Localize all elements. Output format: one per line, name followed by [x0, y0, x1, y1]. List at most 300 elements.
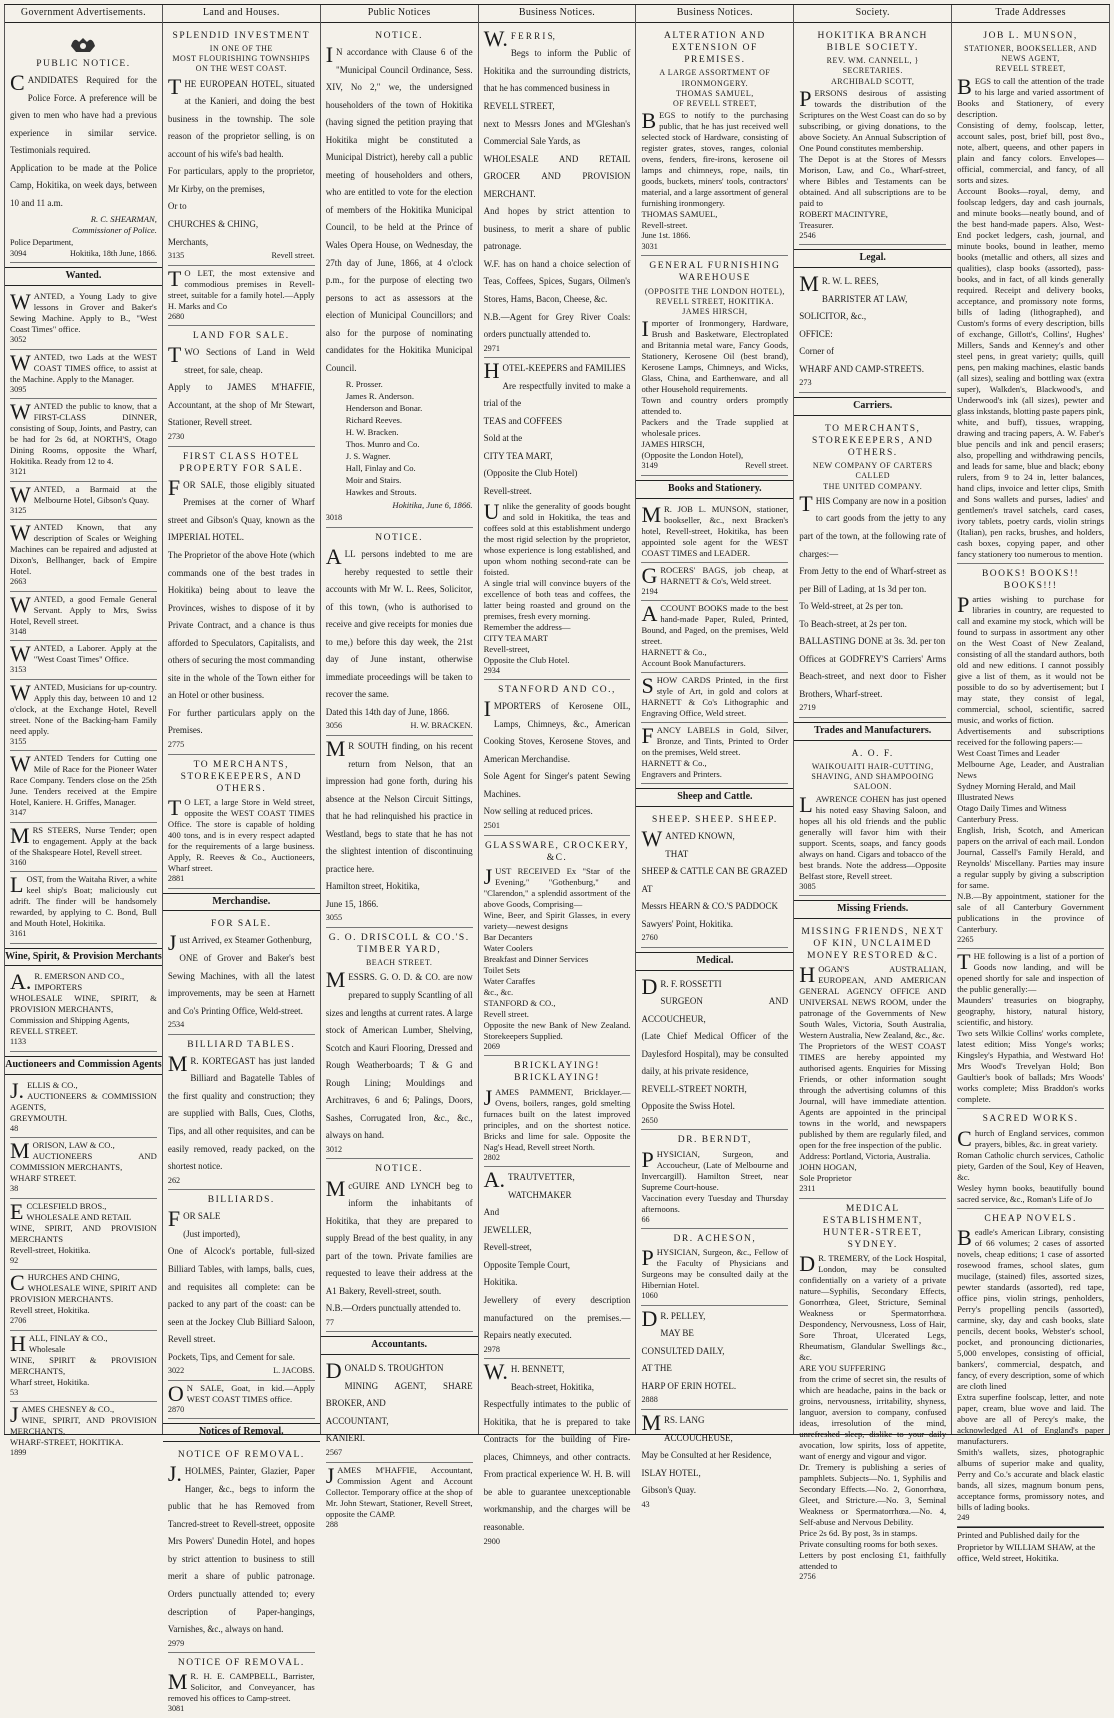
column-header: Public Notices — [321, 5, 478, 23]
ad-reference-number: 3135 — [167, 251, 185, 261]
column-header: Land and Houses. — [163, 5, 320, 23]
ad-reference-line — [641, 242, 788, 253]
ad-reference-number: 288 — [325, 1519, 338, 1529]
ad-body: MR SOUTH finding, on his recent return from Nelson, that an impression had gone forth, during his absence at the Nelson Circuit Sittings, that he had relinquished his practice in Westland, begs to state that he has not the slightest intention of discontinuing practice here. Hamilton street, Hokitika, June 15, 1866. — [325, 735, 473, 909]
advertisement — [10, 1138, 157, 1199]
column-header: Business Notices. — [479, 5, 636, 23]
ad-title: SHEEP. SHEEP. SHEEP. — [651, 814, 778, 825]
advertisement — [168, 914, 315, 1034]
ad-reference-number: 262 — [167, 1175, 181, 1185]
ad-body: CANDIDATES Required for the Police Force. A preference will be given to men who have had a previous experience in similar service. Testimonials required. Application to be made at the Police Camp, Hokitika, on week days, between 10 and 11 a.m. — [10, 69, 157, 208]
ad-reference-number: 3056 — [325, 721, 343, 731]
ad-reference-number: 2534 — [167, 1020, 185, 1030]
advertisement — [10, 482, 157, 521]
ad-subtitle: NEW COMPANY OF CARTERS CALLED THE UNITED COMPANY. — [812, 461, 933, 491]
ad-reference-line — [10, 249, 157, 260]
ad-title: BOOKS! BOOKS!! BOOKS!!! — [981, 568, 1080, 591]
ad-body: WANTED, a Laborer. Apply at the "West Coast Times" Office. — [10, 641, 157, 667]
ad-reference-number: 2870 — [167, 1404, 185, 1414]
signatory-name: H. W. Bracken. — [345, 427, 399, 438]
ad-reference-line — [326, 721, 473, 732]
ad-reference-number: 2706 — [10, 1316, 27, 1326]
advertisement — [799, 1199, 946, 1586]
signatory-name: Moir and Stairs. — [345, 475, 402, 486]
advertisement — [484, 1167, 631, 1359]
advertisement — [326, 736, 473, 928]
column — [4, 5, 163, 1458]
advertisement — [326, 1463, 473, 1534]
ad-body: CHURCHES AND CHING, WHOLESALE WINE, SPIRIT AND PROVISION MERCHANTS. Revell street, Hokitika. — [10, 1270, 157, 1316]
ad-reference-number: 53 — [10, 1387, 19, 1397]
ad-body: WANTED, two Lads at the WEST COAST TIMES office, to assist at the Machine. Apply to the Manager. — [10, 349, 157, 384]
advertisement — [799, 271, 946, 393]
ad-title: NOTICE OF REMOVAL. — [177, 1450, 305, 1461]
signatory-name: James R. Anderson. — [345, 391, 414, 402]
ad-reference-number: 66 — [641, 1214, 650, 1224]
advertisement — [957, 949, 1104, 1109]
ad-reference-number: 2881 — [167, 874, 185, 883]
ad-reference-number: 2730 — [167, 432, 185, 442]
ad-body: IMPORTERS of Kerosene OIL, Lamps, Chimneys, &c., American Cooking Stoves, Kerosene Stoves, and American Merchandise. Sole Agent for Singer's patent Sewing Machines. Now selling at reduced prices. — [483, 696, 631, 817]
ad-reference-number: 2663 — [10, 577, 27, 587]
ad-reference-line — [326, 1448, 473, 1459]
ad-body: J.ELLIS & CO., AUCTIONEERS & COMMISSION AGENTS, GREYMOUTH. — [10, 1077, 157, 1123]
ad-reference-number: 38 — [10, 1184, 19, 1194]
printer-imprint: Printed and Published daily for the Proprietor by WILLIAM SHAW, at the office, Weld street, Hokitika. — [957, 1527, 1104, 1564]
ad-body: BEGS to call the attention of the trade to his large and varied assortment of Books and Stationery, of every description. Consisting of demy, foolscap, letter, account sales, post, brief bill, post 8vo., note, albert, queens, and other papers in plain and fancy colors. Envelopes—official, commercial, and fancy, of all sorts and sizes. Account Books—royal, demy, and foolscap ledgers, day and cash journals, and minute books—neatly bound, and of the best hand-made papers. Also, West-End pocket ledgers, cash, journal, and minute books, bound in leather, memo books (metallic and others, all sizes and qualities), clasp books (assorted), pass-books, and in fact, of all kinds generally required. Receipt and delivery books, acceptance, and promissory note forms, bills of lading (lithographed), and Custom's forms of every description, bills of exchange, Gillott's, Collins', Hughes' Millers, Sands and Kenney's and other steel pens, in great variety; quills, quill pens, pen making machines, elastic bands (all sizes), sealing and bottling wax (extra super), Walkden's, Blackwood's, and Underwood's ink (all sizes), pewter and glass inkstands, blotting paste papers pink, white, and buff), tissues, wrapping, drawing and tracing papers, A. W. Faber's blue pencils and ink and pencil erasers; also, propelling and withdrawing pencils, and leads for same, blue and black; ebony rulers, from 9 to 24 in, letter balances, hand clips, invoice and letter clips, Smith and Sons wallets and purses, ladies' and gentlemen's travel satchels, card cases, ivory tablets, poetry cards, violin strings (Italian), pen racks, brushes, and holders, cash boxes, copying paper, and other fancy stationery too numerous to mention. — [957, 73, 1105, 559]
ad-reference-number: 2650 — [641, 1115, 658, 1125]
ad-reference-number: 3081 — [167, 1704, 185, 1714]
advertisement — [10, 969, 157, 1052]
advertisement — [326, 928, 473, 1160]
ad-body: McGUIRE AND LYNCH beg to inform the inhabitants of Hokitika, that they are prepared to supply Bread of the best quality, in any part of the town. Private families are requested to leave their address at the A1 Bakery, Revell-street, south. N.B.—Orders punctually attended to. — [325, 1175, 473, 1314]
ad-title: GENERAL FURNISHING WAREHOUSE — [649, 261, 781, 284]
ad-body: BEGS to notify to the purchasing public, that he has just received well selected stock of Hardware, consisting of register grates, stoves, ranges, colonial ovens, fenders, fire-irons, kerosene oil lamps and chimneys, rope, nails, tin goods, buckets, miners' tools, contractors' material, and a large assortment of general furnishing ironmongery. THOMAS SAMUEL, Revell-street. — [641, 108, 789, 231]
ad-body: DR. TREMERY, of the Lock Hospital, London, may be consulted confidentially on a variety of a private nature—Syphilis, Secondary Effects, Gonorrhœa, Gleet, Stricture, Seminal Weakness or Spermatorrhœa. Despondency, Nervousness, Loss of Hair, Sore Throat, Ulcerated Legs, Rheumatism, Glandular Swellings &c., &c. ARE YOU SUFFERING from the crime of secret sin, the results of which are headache, pains in the back or groins, nervousness, irritability, shyness, languor, aversion to company, confused ideas, irresolution of the mind, unrefreshed sleep, dislike to your daily avocation, low spirits, loss of appetite, want of energy and vigour and vigor. Dr. Tremery is publishing a series of pamphlets. Subjects—No. 1, Syphilis and Secondary Effects.—No. 2, Gonorrhœa, Gleet, and Stricture.—No. 3, Seminal Weakness or Spermatorrhœa.—No. 4, Self-abuse and Nervous Debility. Price 2s 6d. By post, 3s in stamps. Private consulting rooms for both sexes. Letters by post enclosing £1, faithfully attended to — [799, 1251, 947, 1572]
ad-body: GROCERS' BAGS, job cheap, at HARNETT & Co's, Weld street. — [641, 562, 789, 588]
advertisement — [641, 1130, 788, 1229]
ad-title: A. O. F. — [851, 748, 894, 759]
advertisement — [10, 1199, 157, 1271]
ad-body: LOST, from the Waitaha River, a white keel ship's Boat; maliciously cut adrift. The finder will be handsomely rewarded, by applying to C. Bond, Bull and Mouth Hotel, Hokitika. — [10, 872, 157, 929]
ad-reference-note: H. W. BRACKEN. — [410, 721, 473, 731]
ad-reference-line — [10, 385, 157, 396]
advertisement — [168, 755, 315, 889]
signatory-name: Richard Reeves. — [345, 415, 403, 426]
ad-title: STANFORD AND CO., — [498, 685, 616, 696]
ad-reference-note: Hokitika, 18th June, 1866. — [69, 248, 157, 258]
ad-reference-number: 2194 — [641, 586, 658, 596]
ad-body: PHYSICIAN, Surgeon, and Accoucheur, (Late of Melbourne and Invercargill). Hamilton Street, near Supreme Court-house. Vaccination every Tuesday and Thursday afternoons. — [641, 1146, 789, 1214]
ad-reference-number: 2069 — [483, 1041, 500, 1051]
ad-reference-number: 3031 — [641, 241, 658, 251]
ad-body: THE EUROPEAN HOTEL, situated at the Kanieri, and doing the best business in the township. The sole reason of the proprietor selling, is on account of his wife's bad health. For particulars, apply to the proprietor, Mr Kirby, on the premises, Or to CHURCHES & CHING, Merchants, — [167, 73, 315, 247]
ad-body: WANTED the public to know, that a FIRST-CLASS DINNER, consisting of Soup, Joints, and Pastry, can be had for 2s 6d, at NORTH'S, Otago Dining Rooms, opposite the Wharf, Hokitika. Ready from 12 to 4. — [10, 399, 157, 467]
ad-reference-line — [10, 665, 157, 676]
ad-body: W.F E R R I S, Begs to inform the Public of Hokitika and the surrounding districts, that he has commenced business in REVELL STREET, next to Messrs Jones and M'Gleshan's Commercial Sale Yards, as WHOLESALE AND RETAIL GROCER AND PROVISION MERCHANT. And hopes by strict attention to business, to merit a share of public patronage. W.F. has on hand a choice selection of Teas, Coffees, Spices, Sugars, Oilmen's Stores, Hams, Bacon, Cheese, &c. N.B.—Agent for Grey River Coals: orders punctually attended to. — [483, 25, 631, 340]
ad-reference-line — [326, 513, 473, 524]
ad-reference-line — [168, 1704, 315, 1715]
advertisement — [641, 1410, 788, 1513]
advertisement — [10, 823, 157, 873]
column-header: Government Advertisements. — [5, 5, 162, 23]
advertisement — [326, 1159, 473, 1332]
ad-reference-line — [10, 577, 157, 588]
advertisement — [10, 289, 157, 350]
ad-body: Parties wishing to purchase for libraries in country, are requested to call and examine my stock, which will be found to surpass in assortment any other on the West Coast of New Zealand, consisting of all the standard authors, both old and new editions. I cannot possibly give a list of them, as it would not be possible to do so by advertisement; but I may state, they consist of legal, commercial, school, scientific, sacred music, and works of fiction. Advertisements and subscriptions received for the following papers:— West Coast Times and Leader Melbourne Age, Leader, and Australian News Sydney Morning Herald, and Mail Illustrated News Otago Daily Times and Witness Canterbury Press. English, Irish, Scotch, and American papers on the arrival of each mail. London Journal, Cassell's Family Herald, and Reynolds' Miscellany. Parties may insure a regular supply by giving a subscription for same. N.B.—By appointment, stationer for the sale of all Canterbury Government publications in the province of Canterbury. — [957, 591, 1105, 934]
signatory-name: R. Prosser. — [345, 379, 383, 390]
advertisement — [957, 26, 1104, 564]
ad-reference-number: 3018 — [325, 513, 343, 523]
ad-reference-number: 3052 — [10, 335, 27, 345]
ad-body: TO LET, a large Store in Weld street, opposite the WEST COAST TIMES Office. The store is capable of holding 400 tons, and is in every respect adapted for the requirements of a large business. Apply, R. Reeves & Co., Auctioneers, Wharf street. — [167, 795, 315, 873]
ad-reference-line — [10, 858, 157, 869]
ad-reference-number: 2756 — [799, 1572, 816, 1582]
ad-reference-number: 2900 — [483, 1536, 500, 1546]
ad-reference-number: 3147 — [10, 808, 27, 818]
section-heading: Books and Stationery. — [636, 480, 793, 499]
advertisement — [168, 1445, 315, 1653]
ad-reference-line — [10, 467, 157, 478]
ad-body: MESSRS. G. O. D. & CO. are now prepared to supply Scantling of all sizes and lengths at current rates. A large stock of American Lumber, Shelving, Scotch and Kauri Flooring, Dressed and Rough Weatherboards; T & G and Rough Lining; Mouldings and Architraves, 6 and 6; Palings, Doors, Sashes, Corrugated Iron, &c., &c., always on hand. — [325, 967, 473, 1141]
ad-reference-line — [10, 627, 157, 638]
ad-body: WANTED Tenders for Cutting one Mile of Race for the Pioneer Water Race Company. Tenders close on the 25th June. Tenders received at the Empire Hotel, Kaniere. H. Griffes, Manager. — [10, 751, 157, 808]
ad-reference-line — [799, 1572, 946, 1583]
ad-reference-line — [10, 1037, 157, 1048]
ad-body: MR. KORTEGAST has just landed Billiard and Bagatelle Tables of the first quality and construction; they are supplied with Balls, Cues, Cloths, Tips, and all other requisites, and can be easily removed, ready packed, on the shortest notice. — [167, 1050, 315, 1172]
advertisement — [641, 601, 788, 673]
ad-body: WANTED, a good Female General Servant. Apply to Mrs, Swiss Hotel, Revell street. — [10, 591, 157, 626]
section-heading: Carriers. — [794, 397, 951, 416]
ad-reference-line-top: June 1st. 1866. — [641, 231, 691, 241]
ad-title: SACRED WORKS. — [982, 1114, 1079, 1125]
ad-body: MR. W. L. REES, BARRISTER AT LAW, SOLICITOR, &c., OFFICE: Corner of WHARF AND CAMP-STREETS. — [799, 271, 925, 374]
signatory-name: Hall, Finlay and Co. — [345, 463, 416, 474]
ad-reference-line — [484, 666, 631, 677]
ad-reference-line — [10, 808, 157, 819]
ad-reference-line-top: Police Department, — [10, 238, 74, 248]
ad-reference-line — [10, 1124, 157, 1135]
advertisement — [168, 326, 315, 446]
ad-body: A.R. EMERSON AND CO., IMPORTERS WHOLESALE WINE, SPIRIT, & PROVISION MERCHANTS, Commission and Shipping Agents, REVELL STREET. — [10, 969, 157, 1037]
ad-reference-number: 3085 — [799, 881, 816, 891]
ad-reference-line — [168, 1176, 315, 1187]
section-heading: Missing Friends. — [794, 900, 951, 919]
advertisement — [168, 1035, 315, 1190]
ad-subtitle: A LARGE ASSORTMENT OF IRONMONGERY. THOMAS SAMUEL, OF REVELL STREET, — [659, 68, 771, 108]
ad-title: PUBLIC NOTICE. — [36, 58, 131, 69]
signatory-name: Hawkes and Strouts. — [345, 487, 417, 498]
advertisement — [641, 26, 788, 256]
advertisement — [799, 419, 946, 718]
ad-title: MEDICAL ESTABLISHMENT, HUNTER-STREET, SYDNEY. — [822, 1203, 923, 1251]
ad-reference-line — [799, 1184, 946, 1195]
ad-reference-line — [326, 913, 473, 924]
ad-body: Church of England services, common prayers, bibles, &c. in great variety. Roman Catholic church services, Catholic piety, Garden of the Soul, Key of Heaven, &c. Wesley hymn books, beautifully bound sacred service, &c., Roman's Life of Jo — [957, 1125, 1105, 1204]
ad-body: FANCY LABELS in Gold, Silver, Bronze, and Tints, Printed to Order on the premises, Weld street. HARNETT & Co., Engravers and Printers. — [641, 723, 789, 780]
ad-body: MRS. LANG ACCOUCHEUSE, May be Consulted at her Residence, ISLAY HOTEL, Gibson's Quay. — [641, 1409, 772, 1496]
advertisement — [957, 564, 1104, 950]
ad-reference-number: 43 — [641, 1499, 650, 1509]
advertisement — [168, 266, 315, 327]
advertisement — [10, 520, 157, 592]
column — [952, 5, 1110, 1563]
ad-subtitle: BEACH STREET. — [365, 958, 433, 968]
ad-reference-line — [799, 231, 946, 242]
ad-reference-line — [326, 1520, 473, 1531]
ad-reference-line — [168, 312, 315, 323]
signatory-name: Thos. Munro and Co. — [345, 439, 420, 450]
ad-body: ACCOUNT BOOKS made to the best hand-made Paper, Ruled, Printed, Bound, and Paged, on the premises, Weld street. HARNETT & Co., Account Book Manufacturers. — [641, 601, 789, 669]
ad-reference-line — [168, 251, 315, 262]
ad-body: LAWRENCE COHEN has just opened his noted easy Shaving Saloon, and hopes all his old friends and the public generally will favor him with their support. Scents, soaps, and fancy goods always on hand. Cigars and tobacco of the best brands. Note the address—Opposite Belfast store, Revell street. — [799, 791, 947, 881]
signatory-list — [346, 379, 473, 498]
ad-reference-number: 48 — [10, 1123, 19, 1133]
ad-title: BILLIARD TABLES. — [187, 1039, 296, 1050]
advertisement — [799, 744, 946, 896]
advertisement — [484, 358, 631, 680]
ad-reference-line — [641, 1395, 788, 1406]
ad-reference-number: 2978 — [483, 1344, 500, 1354]
ad-subtitle: IN ONE OF THE MOST FLOURISHING TOWNSHIPS ON THE WEST COAST. — [172, 43, 311, 74]
ad-reference-line — [168, 1639, 315, 1650]
advertisement — [10, 1078, 157, 1139]
column — [321, 5, 479, 1529]
ad-body: WANTED, Musicians for up-country. Apply this day, between 10 and 12 o'clock, at the Exchange Hotel, Revell street. None of the Backing-ham Family need apply. — [10, 679, 157, 736]
advertisement — [484, 836, 631, 1057]
ad-reference-number: 2265 — [957, 934, 974, 944]
ad-body: THIS Company are now in a position to cart goods from the jetty to any part of the town, at the following rate of charges:— From Jetty to the end of Wharf-street as per Bill of Lading, at 1s 3d per ton. To Weld-street, at 2s per ton. To Beach-street, at 2s per ton. BALLASTING DONE at 3s. 3d. per ton Offices at GODFREY'S Carriers' Arms Beach-street, and next door to Fisher Brothers, Wharf-street. — [799, 490, 947, 699]
column — [479, 5, 637, 1546]
ad-reference-line — [484, 344, 631, 355]
ad-reference-line — [799, 378, 946, 389]
ad-reference-number: 3121 — [10, 467, 27, 477]
ad-reference-number: 3094 — [10, 248, 27, 258]
advertisement — [168, 1381, 315, 1420]
section-heading: Accountants. — [321, 1336, 478, 1355]
advertisement — [10, 592, 157, 642]
ad-body: FOR SALE, those eligibly situated Premises at the corner of Wharf street and Gibson's Quay, known as the IMPERIAL HOTEL. The Proprietor of the above Hote (which commands one of the best trades in Hokitika) being about to leave the Provinces, wishes to dispose of it by Private Contract, and a chance is thus afforded to Speculators, Capitalists, and others of securing the most commanding site in the whole of the Town either for an Hotel or other business. For further particulars apply on the Premises. — [167, 474, 315, 736]
advertisement — [641, 563, 788, 602]
ad-body: A.TRAUTVETTER, WATCHMAKER And JEWELLER, Revell-street, Opposite Temple Court, Hokitika. Jewellery of every description manufactured on the premises.—Repairs neatly executed. — [483, 1167, 631, 1341]
ad-title: BRICKLAYING! BRICKLAYING! — [514, 1061, 600, 1084]
ad-title: ALTERATION AND EXTENSION OF PREMISES. — [664, 30, 766, 66]
ad-title: NOTICE. — [375, 30, 423, 41]
ad-title: FOR SALE. — [211, 919, 272, 930]
newspaper-page — [4, 4, 1110, 1714]
ad-reference-line — [168, 874, 315, 885]
advertisement — [957, 1209, 1104, 1528]
ad-reference-number: 2971 — [483, 343, 500, 353]
ad-title: SPLENDID INVESTMENT — [172, 30, 311, 41]
ad-body: TWO Sections of Land in Weld street, for sale, cheap. Apply to JAMES M'HAFFIE, Accountant, at the shop of Mr Stewart, Stationer, Revell street. — [167, 342, 315, 428]
ad-title: NOTICE. — [375, 532, 423, 543]
ad-signature: R. C. SHEARMAN, Commissioner of Police. — [72, 214, 157, 236]
section-heading: Trades and Manufacturers. — [794, 722, 951, 741]
ad-signature: Hokitika, June 6, 1866. — [392, 500, 473, 511]
ad-reference-note: L. JACOBS. — [273, 1366, 315, 1376]
ad-reference-line — [10, 335, 157, 346]
ad-reference-number: 3022 — [167, 1366, 185, 1376]
ad-body: PHYSICIAN, Surgeon, &c., Fellow of the Faculty of Physicians and Surgeons may be consulted daily at the Hibernian Hotel. — [641, 1245, 789, 1291]
advertisement — [10, 26, 157, 264]
ad-reference-number: 3095 — [10, 384, 27, 394]
advertisement — [10, 1402, 157, 1462]
ad-reference-line — [957, 1513, 1104, 1524]
ad-body: DONALD S. TROUGHTON MINING AGENT, SHARE BROKER, AND ACCOUNTANT, KANIERI. — [325, 1358, 473, 1444]
ad-body: THE following is a list of a portion of Goods now landing, and will be opened shortly for sale and inspection of the public generally:— Maunders' treasuries on biography, geography, history, natural history, scientific, and history. Two sets Wilkie Collins' works complete, latest edition; Miss Yonge's works; Kingsley's Hypathia, and Westward Ho! Mrs Wood's Trevelyan Hold; Bon Gaultier's book of ballads; Mrs Woods' works complete; Miss Braddon's works complete. — [957, 949, 1105, 1105]
ad-title: G. O. DRISCOLL & CO.'S. TIMBER YARD, — [328, 932, 470, 956]
column — [794, 5, 952, 1582]
ad-reference-number: 2501 — [483, 821, 500, 830]
ad-reference-line — [10, 506, 157, 517]
advertisement — [10, 1270, 157, 1331]
advertisement — [326, 1358, 473, 1462]
ad-reference-number: 1060 — [641, 1291, 658, 1301]
ad-reference-line — [641, 1116, 788, 1127]
ad-body: MR. H. E. CAMPBELL, Barrister, Solicitor, and Conveyancer, has removed his offices to Camp-street. — [167, 1669, 315, 1704]
ad-reference-number: 2311 — [799, 1184, 816, 1194]
section-heading: Auctioneers and Commission Agents — [5, 1056, 162, 1075]
royal-crest-icon — [68, 34, 98, 56]
ad-reference-number: 2546 — [799, 230, 816, 240]
ad-body: Unlike the generality of goods bought and sold in Hokitika, the teas and coffees sold at this establishment undergo the most rigid selection by the proprietor, whose experience is long established, and upon whom nothing second-rate can be foisted. A single trial will convince buyers of the excellence of both teas and coffees, the latter being roasted and ground on the premises, fresh every morning. Remember the address— CITY TEA MART Revell-street, Opposite the Club Hotel. — [483, 498, 631, 665]
section-heading: Sheep and Cattle. — [636, 788, 793, 807]
ad-body: WANTED, a Young Lady to give lessons in Grover and Baker's Sewing Machine. Apply to B., "West Coast Times" office. — [10, 289, 157, 335]
ad-body: Importer of Ironmongery, Hardware, Brush and Basketware, Electroplated and Britannia metal ware, Fancy Goods, Stationery, Kerosene Oil (best brand), Kerosene Lamps, Chimneys, and Wicks, Glass, China, and Earthenware, and all other Household requirements. Town and country orders promptly attended to. Packers and the Trade supplied at wholesale prices. JAMES HIRSCH, (Opposite the London Hotel), — [641, 316, 789, 461]
ad-reference-number: 249 — [957, 1512, 970, 1522]
ad-reference-line — [168, 1020, 315, 1031]
ad-reference-line — [168, 740, 315, 751]
ad-body: HOTEL-KEEPERS and FAMILIES Are respectfully invited to make a trial of the TEAS and COFFEES Sold at the CITY TEA MART, (Opposite the Club Hotel) Revell-street. — [483, 358, 631, 496]
ad-reference-number: 3161 — [10, 929, 27, 939]
column-header: Trade Addresses — [952, 5, 1109, 23]
ad-body: MORISON, LAW & CO., AUCTIONEERS AND COMMISSION MERCHANTS, WHARF STREET. — [10, 1138, 157, 1184]
ad-reference-line — [484, 1345, 631, 1356]
ad-body: IN accordance with Clause 6 of the "Municipal Council Ordinance, Sess. XIV, No 2," we, the undersigned householders of the town of Hokitika (having signed the petition praying that Hokitika might be constituted a Municipal District), hereby call a public meeting of householders and others, who are entitled to vote for the election of members of the Hokitika Municipal Council, to be held at the Prince of Wales Opera House, on Wednesday, the 27th day of June, 1866, at 4 o'clock p.m., for the purpose of electing two persons to act as assessors at the election of Municipal Councillors; and also for the purpose of nominating candidates for the Hokitika Municipal Council. — [325, 41, 473, 373]
ad-title: MISSING FRIENDS, NEXT OF KIN, UNCLAIMED MONEY RESTORED &C. — [801, 926, 945, 962]
ad-reference-line — [484, 1537, 631, 1548]
ad-title: FIRST CLASS HOTEL PROPERTY FOR SALE. — [179, 451, 304, 474]
ad-reference-line — [168, 1405, 315, 1416]
ad-reference-line — [10, 929, 157, 940]
advertisement — [484, 1056, 631, 1167]
advertisement — [799, 922, 946, 1199]
section-heading: Legal. — [794, 249, 951, 268]
ad-body: JUST RECEIVED Ex "Star of the Evening," "Gothenburg," and "Clarendon," a splendid assortment of the above Goods, Comprising— Wine, Beer, and Spirit Glasses, in every variety—newest designs Bar Decanters Water Coolers Breakfast and Dinner Services Toilet Sets Water Caraffes &c., &c. STANFORD & CO., Revell street. Opposite the new Bank of New Zealand. Storekeepers Supplied. — [483, 863, 631, 1041]
ad-title: NOTICE. — [375, 1164, 423, 1175]
ad-reference-number: 273 — [799, 378, 812, 388]
ad-reference-line — [326, 1318, 473, 1329]
ad-title: LAND FOR SALE. — [192, 331, 290, 342]
section-heading: Wanted. — [5, 267, 162, 286]
advertisement — [484, 680, 631, 835]
ad-reference-number: 1899 — [10, 1448, 27, 1458]
ad-body: Just Arrived, ex Steamer Gothenburg, ONE of Grover and Baker's best Sewing Machines, with all the latest improvements, may be seen at Harnett and Co's Printing Office, Weld-street. — [167, 930, 315, 1016]
advertisement — [484, 26, 631, 358]
ad-body: JAMES M'HAFFIE, Accountant, Commission Agent and Account Collector. Temporary office at the shop of Mr. John Stewart, Stationer, Revell Street, opposite the CAMP. — [325, 1462, 473, 1519]
ad-body: WANTED Known, that any description of Scales or Weighing Machines can be repaired and adjusted at Dixon's, Bellhanger, back of Empire Hotel. — [10, 520, 157, 577]
signatory-name: Henderson and Bonar. — [345, 403, 423, 414]
ad-reference-note: Revell street. — [745, 461, 789, 471]
ad-subtitle: (OPPOSITE THE LONDON HOTEL), REVELL STREET, HOKITIKA. JAMES HIRSCH, — [644, 286, 785, 316]
ad-reference-number: 2934 — [483, 665, 500, 675]
ad-reference-number: 3160 — [10, 857, 27, 867]
ad-body: DR. F. ROSSETTI SURGEON AND ACCOUCHEUR, (Late Chief Medical Officer of the Daylesford Hospital), may be consulted daily, at his private residence, REVELL-STREET NORTH, Opposite the Swiss Hotel. — [641, 973, 789, 1112]
ad-reference-number: 2760 — [641, 933, 658, 943]
advertisement — [168, 26, 315, 266]
advertisement — [641, 502, 788, 563]
column-header: Business Notices. — [636, 5, 793, 23]
advertisement — [10, 1331, 157, 1403]
ad-title: DR. ACHESON, — [673, 1234, 757, 1245]
ad-reference-line — [484, 1042, 631, 1053]
ad-reference-line — [10, 1256, 157, 1267]
ad-reference-line — [10, 1316, 157, 1327]
ad-reference-note: Revell street. — [271, 251, 315, 261]
advertisement — [10, 872, 157, 944]
ad-body: ON SALE, Goat, in kid.—Apply WEST COAST TIMES office. — [167, 1380, 315, 1406]
ad-reference-line — [641, 587, 788, 598]
advertisement — [10, 641, 157, 680]
ad-reference-line — [10, 737, 157, 748]
ad-title: CHEAP NOVELS. — [984, 1213, 1077, 1224]
ad-reference-line — [10, 1448, 157, 1459]
advertisement — [168, 447, 315, 755]
advertisement — [10, 751, 157, 823]
ad-reference-line — [641, 933, 788, 944]
ad-reference-number: 3155 — [10, 736, 27, 746]
signatory-name: J. S. Wagner. — [345, 451, 391, 462]
ad-title: DR. BERNDT, — [677, 1135, 752, 1146]
ad-reference-number: 3125 — [10, 505, 27, 515]
ad-body: Beadle's American Library, consisting of 66 volumes; 2 cases of assorted novels, cheap editions; 1 case of assorted rosewood frames, school slates, gum mucilage, (stained) files, assorted sizes, pewter standards (assorted), red tape, office pins, violin strings, penholders, Perry's propelling pencils (assorted), carmine, sky, day and cash books, slate pencils, decent books, Webster's school, pocket, and pronouncing dictionaries, 5,000 envelopes, consisting of official, bankers', commercial, despatch, and fancy, of every description, some of which are cloth lined Extra superfine foolscap, letter, and note paper, cream, blue wove and laid. The above are all of Percy's make, the acknowledged A1 of England's paper manufacturers. Smith's wallets, sizes, photographic albums of superior make and quality, Perry and Co.'s accurate and black elastic bands, all sizes, magnum bonum pens, acceptance forms, promissory notes, and bills of lading books. — [957, 1224, 1105, 1512]
advertisement — [641, 1306, 788, 1410]
ad-reference-line — [10, 1184, 157, 1195]
ad-reference-line — [641, 461, 788, 472]
section-heading: Medical. — [636, 952, 793, 971]
ad-body: ECCLESFIELD BROS., WHOLESALE AND RETAIL WINE, SPIRIT, AND PROVISION MERCHANTS Revell-street, Hokitika. — [10, 1198, 157, 1255]
ad-title: HOKITIKA BRANCH BIBLE SOCIETY. — [817, 30, 928, 53]
advertisement — [641, 974, 788, 1131]
ad-reference-number: 3148 — [10, 626, 27, 636]
advertisement — [326, 528, 473, 736]
ad-title: GLASSWARE, CROCKERY, &C. — [484, 840, 630, 863]
ad-body: DR. PELLEY, MAY BE CONSULTED DAILY, AT THE HARP OF ERIN HOTEL. — [641, 1305, 737, 1391]
ad-reference-line — [10, 1388, 157, 1399]
ad-body: MR. JOB L. MUNSON, stationer, bookseller, &c., next Bracken's hotel, Revell-street, Hokitika, has been appointed sole agent for the WEST COAST TIMES and LEADER. — [641, 501, 789, 558]
column — [636, 5, 794, 1509]
ad-reference-number: 2719 — [799, 703, 816, 713]
advertisement — [10, 350, 157, 400]
ad-reference-number: 2888 — [641, 1395, 658, 1405]
ad-reference-number: 77 — [325, 1317, 334, 1327]
advertisement — [168, 1190, 315, 1381]
ad-title: JOB L. MUNSON, — [983, 30, 1078, 41]
column-header: Society. — [794, 5, 951, 23]
advertisement — [10, 680, 157, 752]
ad-body: JAMES PAMMENT, Bricklayer.—Ovens, boilers, ranges, gold smelting furnaces built on the latest improved principles, and on the shortest notice. Bricks and lime for sale. Opposite the Nag's Head, Revell street North. — [483, 1084, 631, 1152]
ad-reference-number: 2979 — [167, 1638, 185, 1648]
ad-reference-number: 3149 — [641, 461, 658, 471]
advertisement — [10, 399, 157, 482]
ad-subtitle: STATIONER, BOOKSELLER, AND NEWS AGENT, REVELL STREET, — [964, 43, 1097, 74]
column — [163, 5, 321, 1714]
ad-body: HOGAN'S AUSTRALIAN, EUROPEAN, AND AMERICAN GENERAL AGENCY OFFICE AND UNIVERSAL NEWS ROOM, under the patronage of the Governments of New South Wales, Victoria, South Australia, Western Australia, New Zealand, &c., &c. The Proprietors of the WEST COAST TIMES are hereby appointed my authorised agents. Enquiries for Missing Friends, or other information sought through the advertising columns of this Journal, will have immediate attention. Agents are appointed in the principal towns in the world, and newspapers published by them are regularly filed, and open for the free inspection of the public. Address: Portland, Victoria, Australia. JOHN HOGAN, Sole Proprietor — [799, 962, 947, 1184]
advertisement — [641, 723, 788, 784]
ad-body: TO LET, the most extensive and commodious premises in Revell-street, suitable for a family hotel.—Apply H. Marks and Co — [167, 265, 315, 311]
ad-reference-line — [641, 1215, 788, 1226]
